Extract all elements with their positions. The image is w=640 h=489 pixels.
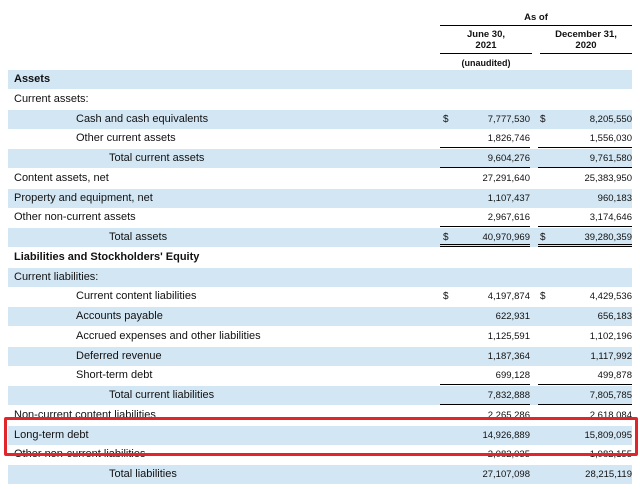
row-label: Assets — [14, 73, 51, 85]
table-row-total-assets — [8, 228, 632, 247]
table-row-cash-and-cash-equivalents — [8, 110, 632, 129]
row-label: Non-current content liabilities — [14, 408, 156, 421]
value-june-2021: 7,832,888 — [487, 390, 530, 401]
row-label: Total current assets — [109, 152, 205, 164]
currency-symbol-2021: $ — [443, 232, 449, 243]
value-june-2021: 622,931 — [495, 311, 530, 322]
table-row-assets — [8, 70, 632, 89]
row-label: Other non-current liabilities — [14, 448, 146, 461]
col1-header-underline — [440, 53, 532, 54]
currency-symbol-2021: $ — [443, 113, 449, 125]
table-row-total-liabilities — [8, 465, 632, 484]
value-dec-2020: 4,429,536 — [589, 291, 632, 303]
long-term-debt-highlight — [4, 417, 638, 456]
value-june-2021: 40,970,969 — [482, 232, 530, 243]
as-of-header: As of — [524, 12, 548, 23]
value-june-2021: 9,604,276 — [487, 153, 530, 164]
value-dec-2020: 7,805,785 — [589, 390, 632, 401]
table-row-content-assets-net — [8, 169, 632, 188]
row-label: Other current assets — [76, 132, 176, 145]
value-dec-2020: 1,117,992 — [590, 350, 632, 362]
row-label: Long-term debt — [14, 428, 89, 441]
currency-symbol-2020: $ — [540, 291, 546, 303]
value-june-2021: 14,926,889 — [482, 429, 530, 441]
total-double-underline — [538, 244, 632, 247]
currency-symbol-2021: $ — [443, 291, 449, 303]
table-row-other-non-current-assets — [8, 208, 632, 227]
value-june-2021: 2,082,035 — [487, 449, 530, 461]
col2-header-underline — [540, 53, 632, 54]
value-dec-2020: 656,183 — [597, 311, 632, 322]
col1-header-line1: June 30, — [466, 29, 506, 40]
value-dec-2020: 9,761,580 — [589, 153, 632, 164]
value-dec-2020: 1,102,196 — [589, 330, 632, 342]
value-dec-2020: 499,878 — [597, 370, 632, 382]
row-label: Liabilities and Stockholders' Equity — [14, 250, 200, 263]
value-dec-2020: 39,280,359 — [584, 232, 632, 243]
row-label: Other non-current assets — [14, 211, 136, 224]
row-label: Content assets, net — [14, 171, 109, 184]
value-june-2021: 2,265,286 — [487, 409, 530, 421]
value-june-2021: 699,128 — [495, 370, 530, 382]
value-dec-2020: 25,383,950 — [584, 172, 632, 184]
row-label: Cash and cash equivalents — [76, 112, 209, 125]
table-row-property-and-equipment-net — [8, 189, 632, 208]
row-label: Property and equipment, net — [14, 191, 153, 204]
row-label: Accounts payable — [76, 310, 163, 322]
value-june-2021: 27,291,640 — [482, 172, 530, 184]
value-june-2021: 1,107,437 — [487, 192, 530, 204]
currency-symbol-2020: $ — [540, 113, 546, 125]
row-label: Total assets — [109, 231, 168, 243]
value-june-2021: 1,826,746 — [487, 133, 530, 145]
row-label: Total current liabilities — [109, 389, 215, 401]
table-row-current-liabilities — [8, 268, 632, 287]
value-june-2021: 1,187,364 — [487, 350, 530, 362]
table-row-current-content-liabilities — [8, 287, 632, 306]
value-dec-2020: 960,183 — [597, 192, 632, 204]
row-label: Current content liabilities — [76, 290, 197, 303]
as-of-underline — [440, 25, 632, 26]
row-label: Short-term debt — [76, 369, 153, 382]
col2-header-line2: 2020 — [575, 40, 597, 51]
row-label: Current assets: — [14, 92, 89, 105]
value-june-2021: 4,197,874 — [487, 291, 530, 303]
table-row-total-current-liabilities — [8, 386, 632, 405]
table-row-total-current-assets — [8, 149, 632, 168]
value-dec-2020: 28,215,119 — [585, 469, 632, 480]
col2-header-line1: December 31, — [555, 29, 617, 40]
value-june-2021: 7,777,530 — [487, 113, 530, 125]
table-row-short-term-debt — [8, 366, 632, 385]
value-june-2021: 1,125,591 — [487, 330, 530, 342]
value-dec-2020: 1,982,155 — [589, 449, 632, 461]
table-row-accrued-expenses-and-other-liabilities — [8, 327, 632, 346]
value-dec-2020: 2,618,084 — [589, 409, 632, 421]
value-dec-2020: 15,809,095 — [584, 429, 632, 441]
row-label: Accrued expenses and other liabilities — [76, 329, 261, 342]
row-label: Total liabilities — [109, 468, 177, 480]
table-row-accounts-payable — [8, 307, 632, 326]
col1-header-line2: 2021 — [475, 40, 497, 51]
value-dec-2020: 3,174,646 — [589, 212, 632, 224]
table-row-other-current-assets — [8, 129, 632, 148]
row-label: Current liabilities: — [14, 270, 99, 283]
total-double-underline — [440, 244, 530, 247]
value-dec-2020: 1,556,030 — [589, 133, 632, 145]
value-dec-2020: 8,205,550 — [589, 113, 632, 125]
value-june-2021: 2,967,616 — [487, 212, 530, 224]
table-row-liabilities-and-stockholders-equity — [8, 248, 632, 267]
table-row-deferred-revenue — [8, 347, 632, 366]
value-june-2021: 27,107,098 — [482, 469, 530, 480]
row-label: Deferred revenue — [76, 349, 162, 362]
unaudited-label: (unaudited) — [461, 58, 511, 68]
table-row-current-assets — [8, 90, 632, 109]
currency-symbol-2020: $ — [540, 232, 546, 243]
